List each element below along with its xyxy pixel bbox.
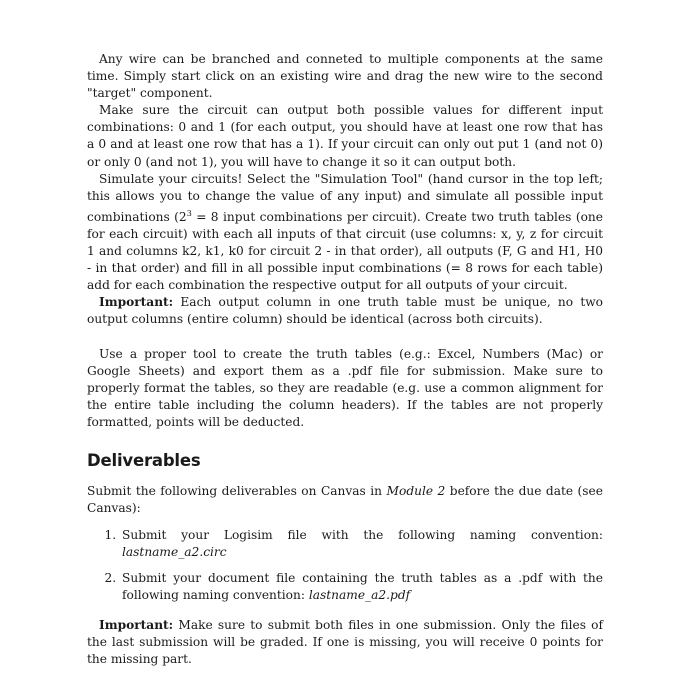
paragraph-simulate <box>87 171 603 295</box>
exponent: 3 <box>186 208 192 218</box>
deliverable-item-pdf <box>120 570 603 604</box>
deliverable-item-text: Submit your Logisim file with the following naming convention: <box>122 528 603 543</box>
important-submission-text: Make sure to submit both files in one submission. Only the files of the last submission will be graded. If one is missing, you will receive 0 points for the missing part. <box>87 617 603 666</box>
module-name: Module 2 <box>386 484 446 499</box>
important-label: Important: <box>99 295 174 310</box>
section-title-deliverables: Deliverables <box>87 451 201 471</box>
deliverable-item-logisim <box>120 527 603 561</box>
paragraph-important-unique <box>87 294 603 328</box>
paragraph-important-submission <box>87 617 603 668</box>
paragraph-spacer <box>87 329 603 346</box>
important-unique-text: Each output column in one truth table must be unique, no two output columns (entire column) should be identical (across both circuits). <box>87 295 603 327</box>
paragraph-wire-branching: Any wire can be branched and conneted to multiple components at the same time. Simply start click on an existing wire and drag the new wire to the second "target" component. <box>87 52 603 101</box>
deliverable-item-text: Submit your document file containing the truth tables as a .pdf with the following naming convention: <box>122 570 603 602</box>
deliverable-filename: lastname_a2.circ <box>122 545 227 560</box>
simulate-text-start: Simulate your circuits! Select the "Simulation Tool" (hand cursor in the top left; this allows you to change the value of any input) and simulate all possible input combinations (2 <box>87 171 603 224</box>
paragraph-output-values: Make sure the circuit can output both possible values for different input combinations: 0 and 1 (for each output, you should have at least one row that has a 0 and at least one row that has a 1). If your circuit can only out put 1 (and not 0) or only 0 (and not 1), you will have to change it so it can output both. <box>87 103 603 169</box>
simulate-text-end: = 8 input combinations per circuit). Create two truth tables (one for each circuit) with each all inputs of that circuit (use columns: x, y, z for circuit 1 and columns k2, k1, k0 for circuit 2 - in that order), all outputs (F, G and H1, H0 - in that order) and fill in all possible input combinations (= 8 rows for each table) add for each combination the respective output for all outputs of your circuit. <box>87 209 603 293</box>
document-page <box>87 51 603 668</box>
paragraph-proper-tool: Use a proper tool to create the truth tables (e.g.: Excel, Numbers (Mac) or Google Sheets) and export them as a .pdf file for submission. Make sure to properly format the tables, so they are readable (e.g. use a common alignment for the entire table including the column headers). If the tables are not properly formatted, points will be deducted. <box>87 346 603 429</box>
important-label: Important: <box>99 617 174 632</box>
deliverable-filename: lastname_a2.pdf <box>308 587 411 602</box>
deliverables-intro-end: before the due date (see Canvas): <box>87 484 603 516</box>
deliverables-intro <box>87 483 603 517</box>
deliverables-list <box>87 527 603 603</box>
deliverables-intro-start: Submit the following deliverables on Canvas in <box>87 484 387 499</box>
